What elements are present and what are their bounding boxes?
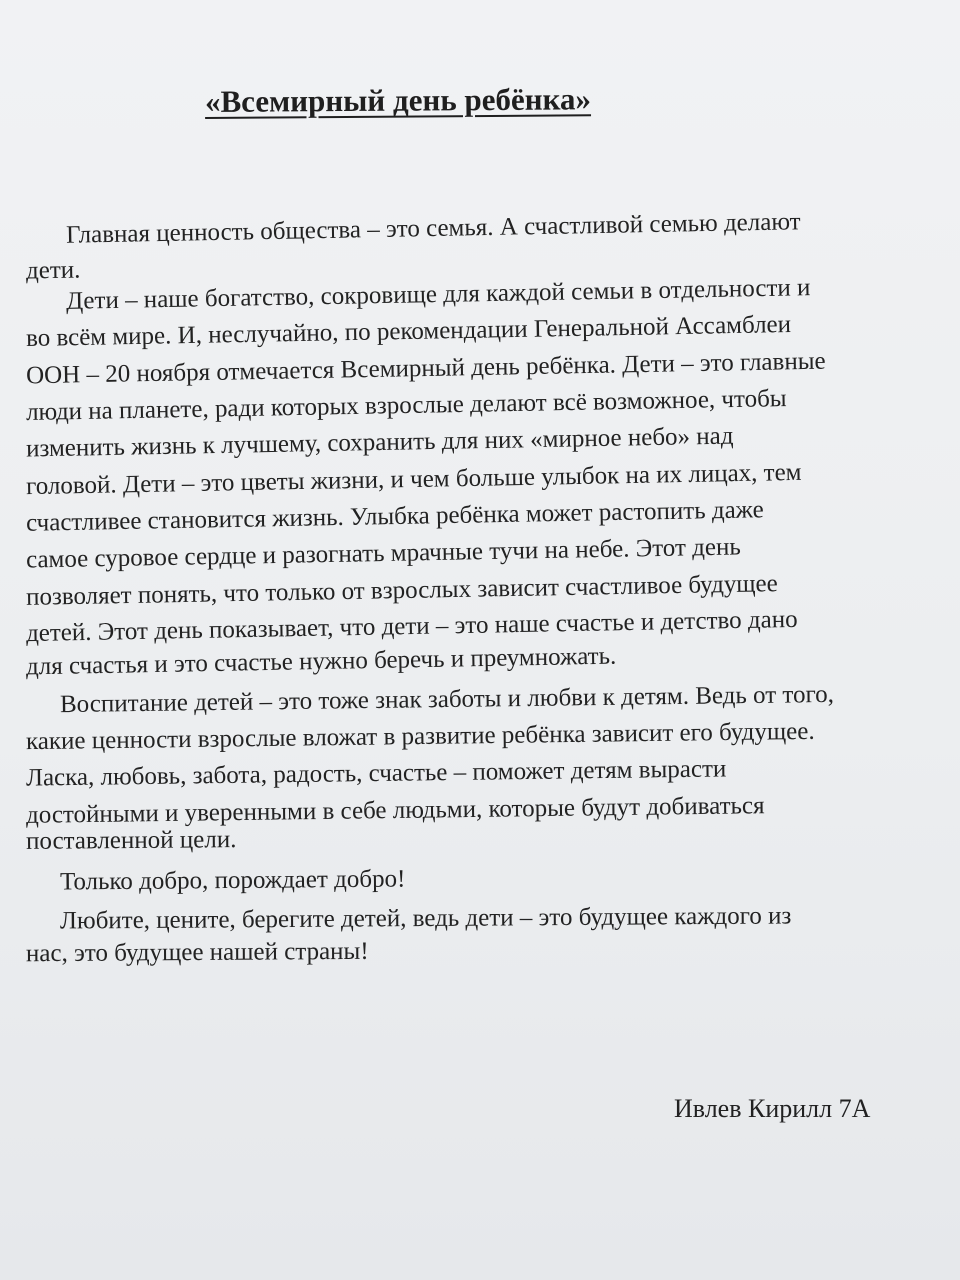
author-signature: Ивлев Кирилл 7А	[674, 1094, 871, 1123]
document-title: «Всемирный день ребёнка»	[204, 81, 592, 119]
text-line: Главная ценность общества – это семья. А счастливой семью делают	[65, 208, 801, 249]
text-line: дети.	[25, 256, 81, 285]
text-line: поставленной цели.	[25, 826, 237, 855]
text-line: достойными и уверенными в себе людьми, которые будут добиваться	[25, 792, 765, 829]
text-line: Дети – наше богатство, сокровище для каждой семьи в отдельности и	[65, 274, 811, 315]
text-line: головой. Дети – это цветы жизни, и чем больше улыбок на их лицах, тем	[25, 458, 802, 501]
text-line: Любите, цените, берегите детей, ведь дети – это будущее каждого из	[59, 902, 792, 935]
text-line: Только добро, порождает добро!	[59, 865, 406, 896]
text-line: люди на планете, ради которых взрослые делают всё возможное, чтобы	[25, 385, 787, 426]
text-line: изменить жизнь к лучшему, сохранить для них «мирное небо» над	[25, 422, 734, 463]
text-line: во всём мире. И, неслучайно, по рекомендации Генеральной Ассамблеи	[25, 310, 792, 353]
text-line: счастливее становится жизнь. Улыбка ребёнка может растопить даже	[25, 496, 764, 537]
text-line: позволяет понять, что только от взрослых зависит счастливое будущее	[25, 570, 778, 611]
text-line: Ласка, любовь, забота, радость, счастье – поможет детям вырасти	[25, 755, 727, 792]
text-line: нас, это будущее нашей страны!	[25, 937, 369, 968]
text-line: Воспитание детей – это тоже знак заботы и любви к детям. Ведь от того,	[59, 680, 835, 719]
text-line: детей. Этот день показывает, что дети – это наше счастье и детство дано	[25, 605, 798, 648]
text-line: для счастья и это счастье нужно беречь и преумножать.	[25, 642, 617, 681]
text-line: самое суровое сердце и разогнать мрачные тучи на небе. Этот день	[25, 533, 741, 574]
text-line: ООН – 20 ноября отмечается Всемирный день ребёнка. Дети – это главные	[25, 347, 826, 390]
text-line: какие ценности взрослые вложат в развитие ребёнка зависит его будущее.	[25, 717, 815, 756]
